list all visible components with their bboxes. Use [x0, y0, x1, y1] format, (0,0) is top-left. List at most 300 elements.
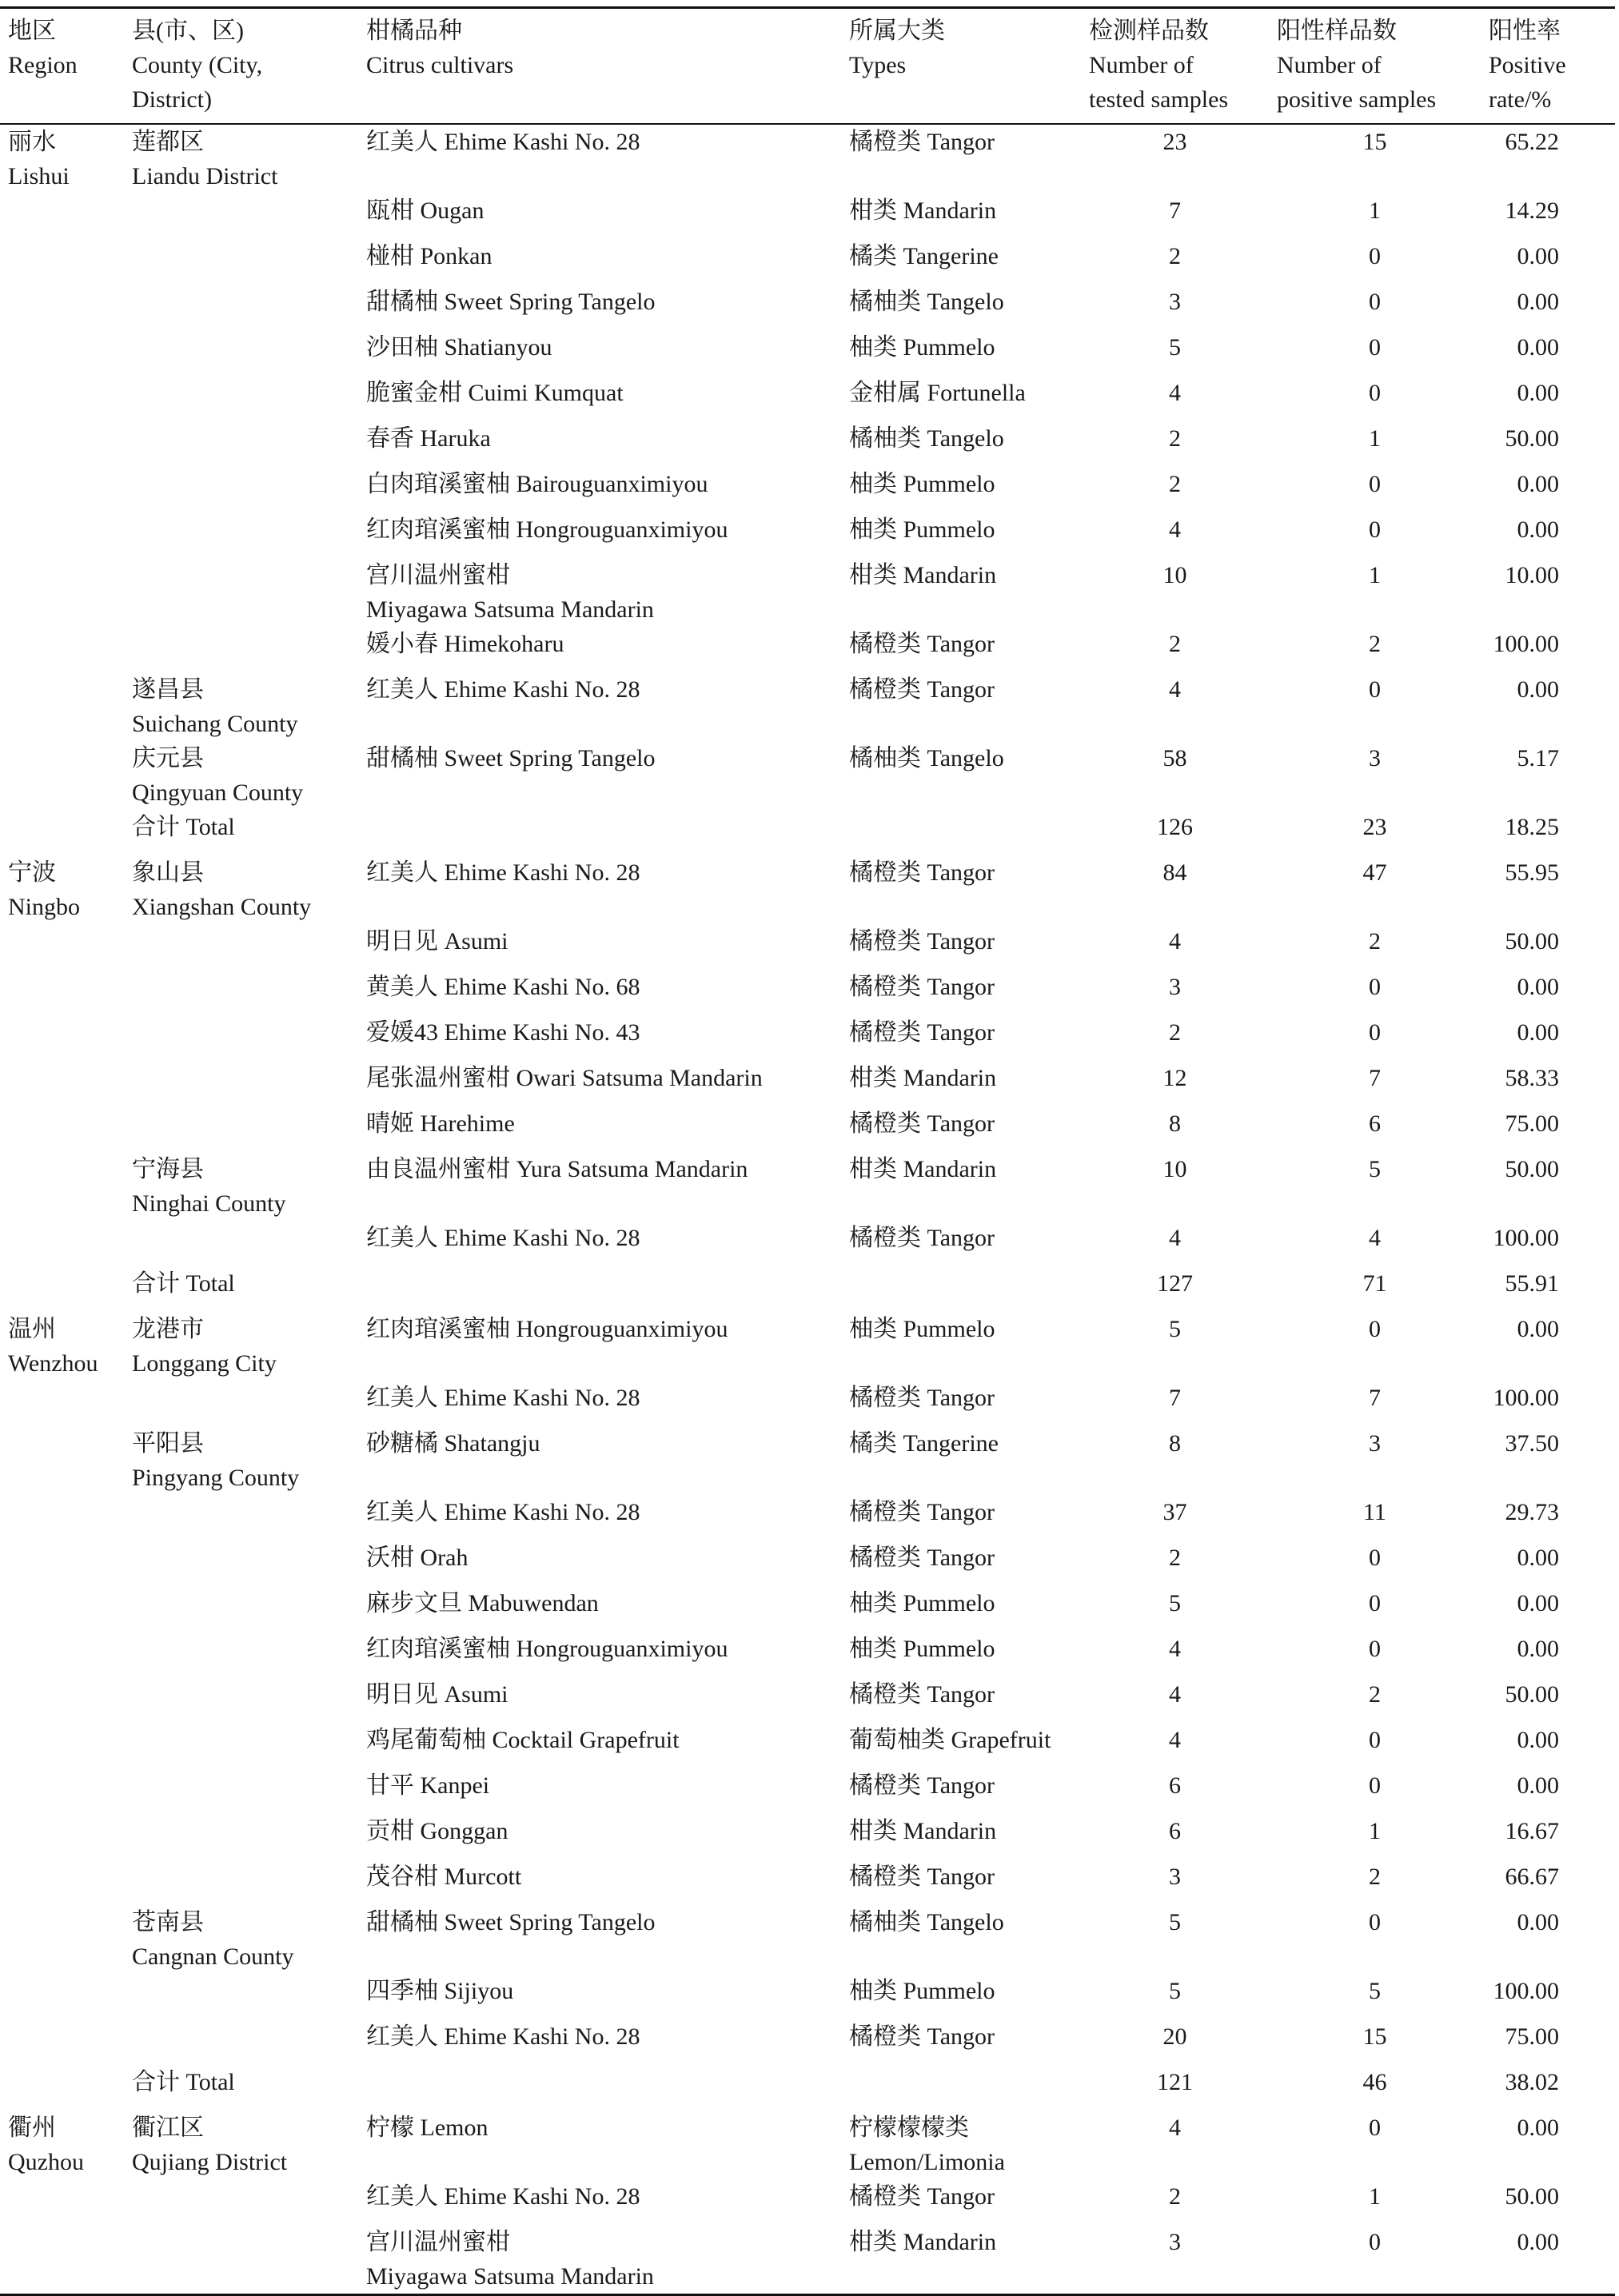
- table-row: [0, 1632, 1615, 1677]
- region-cell: [0, 1632, 124, 1677]
- table-row: [0, 970, 1615, 1015]
- type-cell: [841, 512, 1081, 558]
- county-cell-line: Xiangshan County: [132, 894, 312, 920]
- type-cell-line: 柑类 Mandarin: [849, 197, 997, 224]
- table-body: [0, 124, 1615, 2295]
- positive-count-cell: 6: [1369, 1110, 1381, 1137]
- positive-count-cell: 1: [1369, 2183, 1381, 2210]
- type-cell: [841, 1312, 1081, 1381]
- cultivar-cell: [358, 421, 841, 467]
- type-cell: [841, 2179, 1081, 2225]
- cultivar-cell: [358, 1312, 841, 1381]
- table-row: [0, 1677, 1615, 1723]
- region-cell: [0, 1905, 124, 1974]
- county-cell: [124, 1677, 358, 1723]
- region-cell: [0, 924, 124, 970]
- tested-count-cell: 23: [1162, 129, 1187, 155]
- county-cell-line: Suichang County: [132, 711, 298, 737]
- positive-count-cell: 0: [1369, 2229, 1381, 2255]
- tested-count-cell: 2: [1169, 2183, 1181, 2210]
- table-row: [0, 2225, 1615, 2295]
- type-cell-line: Lemon/Limonia: [849, 2149, 1005, 2175]
- positive-count-cell: 0: [1369, 471, 1381, 497]
- tested-count-cell: 5: [1169, 334, 1181, 361]
- tested-count-cell: 3: [1169, 974, 1181, 1000]
- region-cell: [0, 376, 124, 421]
- cultivar-cell: [358, 285, 841, 330]
- cultivar-cell-line: 尾张温州蜜柑 Owari Satsuma Mandarin: [366, 1065, 763, 1091]
- table-row: [0, 193, 1615, 239]
- tested-count-cell: 8: [1169, 1110, 1181, 1137]
- positive-count-cell: 15: [1362, 129, 1387, 155]
- positive-rate-cell: 0.00: [1517, 289, 1559, 315]
- county-cell: [124, 558, 358, 627]
- table-row: [0, 376, 1615, 421]
- region-cell-line: 丽水: [8, 129, 56, 155]
- cultivar-cell-line: 红美人 Ehime Kashi No. 28: [366, 1225, 640, 1251]
- county-cell: [124, 855, 358, 924]
- county-cell: [124, 672, 358, 741]
- type-cell: [841, 376, 1081, 421]
- cultivar-cell: [358, 1266, 841, 1312]
- positive-count-cell: 0: [1369, 380, 1381, 406]
- type-cell: [841, 672, 1081, 741]
- positive-rate-cell: 50.00: [1505, 1681, 1559, 1708]
- cultivar-cell: [358, 512, 841, 558]
- table-container: [0, 6, 1615, 2296]
- cultivar-cell: [358, 1586, 841, 1632]
- positive-count-cell: 0: [1369, 1316, 1381, 1342]
- region-cell: [0, 1586, 124, 1632]
- region-cell-line: Wenzhou: [8, 1350, 98, 1377]
- tested-count-cell: 3: [1169, 1864, 1181, 1890]
- positive-count-cell: 47: [1362, 859, 1387, 886]
- table-row: [0, 1426, 1615, 1495]
- positive-count-cell: 1: [1369, 562, 1381, 588]
- table-row: [0, 239, 1615, 285]
- table-row: [0, 1266, 1615, 1312]
- type-cell-line: 橘类 Tangerine: [849, 243, 999, 269]
- type-cell: [841, 1152, 1081, 1221]
- tested-count-cell: 58: [1162, 745, 1187, 771]
- positive-rate-cell: 37.50: [1505, 1430, 1559, 1457]
- positive-rate-cell: 58.33: [1505, 1065, 1559, 1091]
- positive-count-cell: 5: [1369, 1156, 1381, 1182]
- county-cell: [124, 124, 358, 193]
- county-cell: [124, 1152, 358, 1221]
- cultivar-cell-line: 白肉琯溪蜜柚 Bairouguanximiyou: [366, 471, 708, 497]
- type-cell-line: 柑类 Mandarin: [849, 1818, 997, 1844]
- positive-rate-cell: 0.00: [1517, 2115, 1559, 2141]
- header-rate-line: rate/%: [1489, 86, 1552, 113]
- header-cultivar-line: Citrus cultivars: [366, 52, 514, 78]
- type-cell: [841, 2065, 1081, 2111]
- cultivar-cell: [358, 124, 841, 193]
- type-cell: [841, 2225, 1081, 2295]
- positive-rate-cell: 38.02: [1505, 2069, 1559, 2095]
- positive-rate-cell: 16.67: [1505, 1818, 1559, 1844]
- positive-count-cell: 2: [1369, 1864, 1381, 1890]
- tested-count-cell: 5: [1169, 1316, 1181, 1342]
- type-cell-line: 橘橙类 Tangor: [849, 1864, 995, 1890]
- header-cultivar-line: 柑橘品种: [366, 18, 462, 44]
- county-cell-line: 合计 Total: [132, 814, 235, 840]
- county-cell: [124, 2225, 358, 2295]
- region-cell: [0, 1015, 124, 1061]
- cultivar-cell-line: 甘平 Kanpei: [366, 1772, 490, 1799]
- header-county-line: District): [132, 86, 212, 113]
- cultivar-cell: [358, 672, 841, 741]
- cultivar-cell: [358, 1632, 841, 1677]
- table-row: [0, 1905, 1615, 1974]
- region-cell: [0, 1495, 124, 1541]
- region-cell: [0, 627, 124, 672]
- cultivar-cell-line: 晴姬 Harehime: [366, 1110, 515, 1137]
- cultivar-cell: [358, 1860, 841, 1905]
- table-row: [0, 924, 1615, 970]
- region-cell: [0, 512, 124, 558]
- cultivar-cell: [358, 1152, 841, 1221]
- positive-count-cell: 1: [1369, 425, 1381, 452]
- type-cell-line: 柚类 Pummelo: [849, 1316, 995, 1342]
- cultivar-cell: [358, 970, 841, 1015]
- cultivar-cell-line: 甜橘柚 Sweet Spring Tangelo: [366, 745, 656, 771]
- cultivar-cell: [358, 467, 841, 512]
- region-cell: [0, 285, 124, 330]
- tested-count-cell: 12: [1162, 1065, 1187, 1091]
- county-cell-line: 合计 Total: [132, 1270, 235, 1297]
- county-cell: [124, 2019, 358, 2065]
- positive-rate-cell: 0.00: [1517, 243, 1559, 269]
- type-cell-line: 橘橙类 Tangor: [849, 859, 995, 886]
- type-cell-line: 橘橙类 Tangor: [849, 676, 995, 703]
- county-cell-line: Qingyuan County: [132, 779, 304, 806]
- type-cell: [841, 1266, 1081, 1312]
- tested-count-cell: 20: [1162, 2023, 1187, 2050]
- cultivar-cell: [358, 376, 841, 421]
- positive-rate-cell: 65.22: [1505, 129, 1559, 155]
- table-row: [0, 1221, 1615, 1266]
- cultivar-cell-line: 鸡尾葡萄柚 Cocktail Grapefruit: [366, 1727, 680, 1753]
- type-cell: [841, 970, 1081, 1015]
- type-cell: [841, 810, 1081, 855]
- cultivar-cell: [358, 924, 841, 970]
- region-cell: [0, 1381, 124, 1426]
- header-positive: [1269, 8, 1481, 125]
- county-cell: [124, 330, 358, 376]
- county-cell-line: 莲都区: [132, 129, 204, 155]
- cultivar-cell: [358, 330, 841, 376]
- county-cell-line: Qujiang District: [132, 2149, 288, 2175]
- type-cell-line: 葡萄柚类 Grapefruit: [849, 1727, 1051, 1753]
- county-cell: [124, 1768, 358, 1814]
- positive-rate-cell: 0.00: [1517, 1590, 1559, 1616]
- tested-count-cell: 10: [1162, 1156, 1187, 1182]
- county-cell: [124, 924, 358, 970]
- region-cell-line: 温州: [8, 1316, 56, 1342]
- type-cell: [841, 741, 1081, 810]
- type-cell-line: 橘橙类 Tangor: [849, 129, 995, 155]
- type-cell: [841, 924, 1081, 970]
- table-row: [0, 467, 1615, 512]
- header-county-line: County (City,: [132, 52, 263, 78]
- county-cell-line: Ninghai County: [132, 1190, 286, 1217]
- cultivar-cell-line: 椪柑 Ponkan: [366, 243, 492, 269]
- positive-count-cell: 3: [1369, 1430, 1381, 1457]
- type-cell: [841, 330, 1081, 376]
- cultivar-cell: [358, 1221, 841, 1266]
- table-row: [0, 2065, 1615, 2111]
- cultivar-cell-line: 由良温州蜜柑 Yura Satsuma Mandarin: [366, 1156, 748, 1182]
- cultivar-cell-line: 宫川温州蜜柑: [366, 562, 510, 588]
- header-region-line: 地区: [8, 18, 56, 44]
- type-cell: [841, 285, 1081, 330]
- cultivar-cell-line: 砂糖橘 Shatangju: [366, 1430, 540, 1457]
- positive-count-cell: 1: [1369, 1818, 1381, 1844]
- positive-rate-cell: 0.00: [1517, 1545, 1559, 1571]
- region-cell: [0, 1677, 124, 1723]
- region-cell: [0, 2179, 124, 2225]
- type-cell-line: 柑类 Mandarin: [849, 1065, 997, 1091]
- county-cell: [124, 1905, 358, 1974]
- county-cell-line: 遂昌县: [132, 676, 204, 703]
- cultivar-cell: [358, 627, 841, 672]
- positive-count-cell: 0: [1369, 1019, 1381, 1046]
- type-cell-line: 橘橙类 Tangor: [849, 631, 995, 657]
- positive-rate-cell: 0.00: [1517, 1772, 1559, 1799]
- header-region-line: Region: [8, 52, 78, 78]
- type-cell-line: 橘橙类 Tangor: [849, 1499, 995, 1525]
- tested-count-cell: 4: [1169, 1225, 1181, 1251]
- positive-count-cell: 7: [1369, 1065, 1381, 1091]
- tested-count-cell: 2: [1169, 243, 1181, 269]
- cultivar-cell: [358, 2111, 841, 2179]
- county-cell: [124, 1312, 358, 1381]
- cultivar-cell-line: Miyagawa Satsuma Mandarin: [366, 596, 654, 623]
- positive-rate-cell: 100.00: [1493, 631, 1559, 657]
- positive-count-cell: 23: [1362, 814, 1387, 840]
- table-row: [0, 627, 1615, 672]
- region-cell: [0, 1974, 124, 2019]
- type-cell-line: 橘橙类 Tangor: [849, 1772, 995, 1799]
- cultivar-cell: [358, 1106, 841, 1152]
- positive-rate-cell: 55.95: [1505, 859, 1559, 886]
- cultivar-cell: [358, 1677, 841, 1723]
- tested-count-cell: 6: [1169, 1818, 1181, 1844]
- positive-rate-cell: 66.67: [1505, 1864, 1559, 1890]
- positive-count-cell: 0: [1369, 243, 1381, 269]
- region-cell: [0, 467, 124, 512]
- type-cell-line: 柑类 Mandarin: [849, 562, 997, 588]
- tested-count-cell: 6: [1169, 1772, 1181, 1799]
- table-row: [0, 1860, 1615, 1905]
- type-cell: [841, 1905, 1081, 1974]
- type-cell-line: 橘柚类 Tangelo: [849, 1909, 1004, 1935]
- region-cell: [0, 330, 124, 376]
- type-cell-line: 橘柚类 Tangelo: [849, 745, 1004, 771]
- positive-rate-cell: 0.00: [1517, 676, 1559, 703]
- county-cell: [124, 239, 358, 285]
- county-cell: [124, 2065, 358, 2111]
- cultivar-cell: [358, 1905, 841, 1974]
- positive-count-cell: 71: [1362, 1270, 1387, 1297]
- type-cell-line: 橘橙类 Tangor: [849, 928, 995, 955]
- cultivar-cell-line: 爱媛43 Ehime Kashi No. 43: [366, 1019, 640, 1046]
- cultivar-cell: [358, 2065, 841, 2111]
- region-cell: [0, 1860, 124, 1905]
- county-cell: [124, 421, 358, 467]
- type-cell: [841, 1814, 1081, 1860]
- county-cell: [124, 1266, 358, 1312]
- table-row: [0, 1768, 1615, 1814]
- cultivar-cell-line: 茂谷柑 Murcott: [366, 1864, 522, 1890]
- table-row: [0, 1381, 1615, 1426]
- tested-count-cell: 2: [1169, 471, 1181, 497]
- county-cell: [124, 1974, 358, 2019]
- table-row: [0, 1586, 1615, 1632]
- positive-count-cell: 3: [1369, 745, 1381, 771]
- region-cell: [0, 970, 124, 1015]
- county-cell: [124, 285, 358, 330]
- cultivar-cell: [358, 855, 841, 924]
- positive-rate-cell: 0.00: [1517, 1727, 1559, 1753]
- positive-rate-cell: 50.00: [1505, 425, 1559, 452]
- region-cell: [0, 855, 124, 924]
- header-tested-line: tested samples: [1089, 86, 1229, 113]
- county-cell: [124, 1860, 358, 1905]
- type-cell-line: 橘类 Tangerine: [849, 1430, 999, 1457]
- region-cell: [0, 1768, 124, 1814]
- county-cell: [124, 1015, 358, 1061]
- cultivar-cell-line: 麻步文旦 Mabuwendan: [366, 1590, 599, 1616]
- table-row: [0, 672, 1615, 741]
- type-cell-line: 柑类 Mandarin: [849, 2229, 997, 2255]
- tested-count-cell: 7: [1169, 197, 1181, 224]
- cultivar-cell-line: 红美人 Ehime Kashi No. 28: [366, 129, 640, 155]
- cultivar-cell-line: 红美人 Ehime Kashi No. 28: [366, 859, 640, 886]
- positive-count-cell: 0: [1369, 1772, 1381, 1799]
- positive-count-cell: 0: [1369, 334, 1381, 361]
- positive-rate-cell: 0.00: [1517, 1019, 1559, 1046]
- type-cell: [841, 1632, 1081, 1677]
- type-cell: [841, 421, 1081, 467]
- tested-count-cell: 2: [1169, 631, 1181, 657]
- positive-rate-cell: 100.00: [1493, 1978, 1559, 2004]
- county-cell: [124, 512, 358, 558]
- header-county-line: 县(市、区): [132, 18, 244, 44]
- table-row: [0, 810, 1615, 855]
- table-row: [0, 330, 1615, 376]
- type-cell: [841, 1015, 1081, 1061]
- table-row: [0, 1015, 1615, 1061]
- positive-rate-cell: 50.00: [1505, 2183, 1559, 2210]
- cultivar-cell-line: 春香 Haruka: [366, 425, 491, 452]
- tested-count-cell: 2: [1169, 1545, 1181, 1571]
- positive-rate-cell: 0.00: [1517, 380, 1559, 406]
- tested-count-cell: 4: [1169, 380, 1181, 406]
- type-cell-line: 柚类 Pummelo: [849, 516, 995, 543]
- tested-count-cell: 4: [1169, 1681, 1181, 1708]
- type-cell-line: 柠檬檬檬类: [849, 2115, 969, 2141]
- county-cell-line: Liandu District: [132, 163, 278, 189]
- cultivar-cell: [358, 1495, 841, 1541]
- cultivar-cell-line: 四季柚 Sijiyou: [366, 1978, 514, 2004]
- header-positive-line: Number of: [1277, 52, 1382, 78]
- cultivar-cell-line: Miyagawa Satsuma Mandarin: [366, 2263, 654, 2290]
- county-cell-line: 合计 Total: [132, 2069, 235, 2095]
- region-cell: [0, 2225, 124, 2295]
- positive-count-cell: 0: [1369, 289, 1381, 315]
- region-cell: [0, 124, 124, 193]
- table-row: [0, 855, 1615, 924]
- cultivar-cell: [358, 1061, 841, 1106]
- cultivar-cell: [358, 1768, 841, 1814]
- table-row: [0, 124, 1615, 193]
- cultivar-cell-line: 红美人 Ehime Kashi No. 28: [366, 1385, 640, 1411]
- cultivar-cell: [358, 1541, 841, 1586]
- type-cell: [841, 855, 1081, 924]
- positive-rate-cell: 0.00: [1517, 334, 1559, 361]
- type-cell-line: 橘橙类 Tangor: [849, 1225, 995, 1251]
- county-cell-line: 象山县: [132, 859, 204, 886]
- type-cell-line: 柚类 Pummelo: [849, 1978, 995, 2004]
- tested-count-cell: 4: [1169, 2115, 1181, 2141]
- cultivar-cell-line: 红肉琯溪蜜柚 Hongrouguanximiyou: [366, 1316, 728, 1342]
- tested-count-cell: 10: [1162, 562, 1187, 588]
- positive-count-cell: 0: [1369, 2115, 1381, 2141]
- county-cell-line: 苍南县: [132, 1909, 204, 1935]
- cultivar-cell-line: 甜橘柚 Sweet Spring Tangelo: [366, 1909, 656, 1935]
- region-cell: [0, 558, 124, 627]
- tested-count-cell: 37: [1162, 1499, 1187, 1525]
- header-row: [0, 8, 1615, 125]
- tested-count-cell: 8: [1169, 1430, 1181, 1457]
- cultivar-cell: [358, 1426, 841, 1495]
- type-cell: [841, 1723, 1081, 1768]
- header-cultivar: [358, 8, 841, 125]
- tested-count-cell: 126: [1157, 814, 1193, 840]
- table-row: [0, 1152, 1615, 1221]
- positive-count-cell: 0: [1369, 974, 1381, 1000]
- county-cell: [124, 1106, 358, 1152]
- table-row: [0, 1541, 1615, 1586]
- type-cell: [841, 1974, 1081, 2019]
- region-cell: [0, 1814, 124, 1860]
- header-type-line: Types: [849, 52, 907, 78]
- cultivar-cell-line: 沙田柚 Shatianyou: [366, 334, 552, 361]
- positive-count-cell: 7: [1369, 1385, 1381, 1411]
- county-cell: [124, 2111, 358, 2179]
- region-cell: [0, 2065, 124, 2111]
- header-county: [124, 8, 358, 125]
- cultivar-cell: [358, 2225, 841, 2295]
- table-row: [0, 2179, 1615, 2225]
- type-cell: [841, 239, 1081, 285]
- table-header: [0, 8, 1615, 125]
- table-row: [0, 285, 1615, 330]
- county-cell: [124, 1632, 358, 1677]
- county-cell: [124, 1723, 358, 1768]
- positive-count-cell: 15: [1362, 2023, 1387, 2050]
- tested-count-cell: 7: [1169, 1385, 1181, 1411]
- positive-count-cell: 2: [1369, 631, 1381, 657]
- header-positive-line: 阳性样品数: [1277, 18, 1397, 44]
- type-cell: [841, 124, 1081, 193]
- type-cell: [841, 1221, 1081, 1266]
- tested-count-cell: 4: [1169, 676, 1181, 703]
- cultivar-cell-line: 明日见 Asumi: [366, 928, 508, 955]
- cultivar-cell-line: 明日见 Asumi: [366, 1681, 508, 1708]
